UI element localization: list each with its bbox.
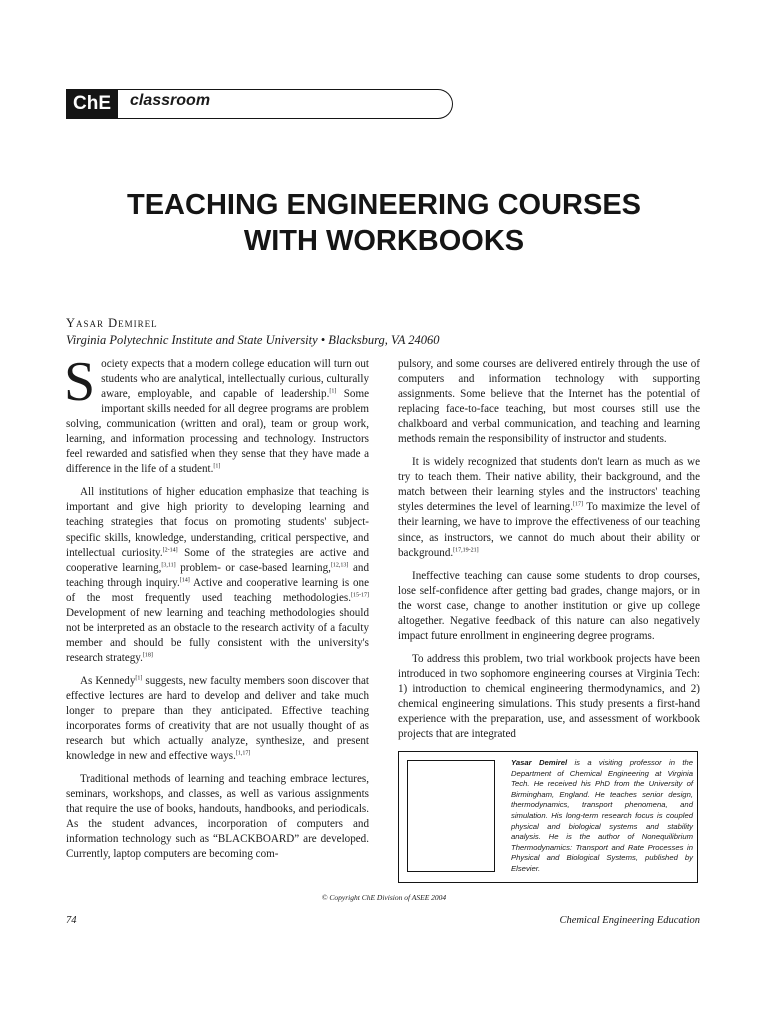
author-bio-box [398,751,698,883]
page-number: 74 [66,915,77,926]
right-column [398,357,700,750]
paragraph: pulsory, and some courses are delivered entirely through the use of computers and information technology with supporting assignments. Some believe that the Internet has the potential of replacing face-to-face teaching, but most courses still use the chalkboard and verbal communication, and teaching and learning methods remain the responsibility of instructor and students. [398,358,700,446]
che-badge: ChE [66,89,118,119]
bio-name: Yasar Demirel [511,758,568,767]
journal-name: Chemical Engineering Education [559,915,700,926]
bio-text: is a visiting professor in the Department of Chemical Engineering at Virginia Tech. He received his PhD from the University of Birmingham, England. He teaches senior design, thermodynamics, transport phenomena, and simulation. His long-term research focus is coupled physical and biological systems and stability analysis. He is the author of Nonequilibrium Thermodynamics: Transport and Rate Processes in Physical and Biological Systems, published by Elsevier. [511,758,694,873]
author-affiliation: Virginia Polytechnic Institute and State University • Blacksburg, VA 24060 [66,333,440,347]
title-line-2: WITH WORKBOOKS [243,225,525,257]
paragraph: Ineffective teaching can cause some students to drop courses, lose self-confidence after getting bad grades, change majors, or in the worst case, change to another institution or give up college altogether. Negative feedback of this nature can also negatively impact future enrollment in engineering degree programs. [398,569,700,642]
drop-cap: S [64,351,96,413]
article-title [60,187,708,259]
left-column [64,351,370,871]
paragraph: As Kennedy[1] suggests, new faculty members soon discover that effective lectures are hard to develop and deliver and take much longer to prepare than they anticipated. Effective teaching incorporates forms of creativity that are not usually thought of as research but which actually analyze, synthesize, and present knowledge in new and effective ways.[1,17] [66,674,369,763]
paragraph: To address this problem, two trial workbook projects have been introduced in two sophomore engineering courses at Virginia Tech: 1) introduction to chemical engineering thermodynamics, and 2) chemical engineering simulations. This study presents a first-hand experience with the preparation, use, and assessment of workbook projects that are integrated [398,652,700,741]
author-name: Yasar Demirel [66,316,158,330]
author-bio [511,758,693,875]
title-line-1: TEACHING ENGINEERING COURSES [127,189,641,221]
paragraph: All institutions of higher education emphasize that teaching is important and give high priority to developing learning and teaching strategies that focus on promoting students' subject-specific skills, knowledge, understanding, critical perspective, and intellectual curiosity.[2-14] Some of the strategies are active and cooperative learning,[3,11] problem- or case-based learning,[12,13] and teaching through inquiry.[14] Active and cooperative learning is one of the most frequently used teaching methodologies.[15-17] Development of new learning and teaching methodologies should not be interpreted as an obstacle to the research activity of a faculty member and should be fully consistent with the university's research strategy.[18] [66,486,370,664]
paragraph: Society expects that a modern college education will turn out students who are analytical, intellectually curious, culturally aware, employable, and capable of leadership.[1] Some important skills needed for all degree programs are problem solving, communication (written and oral), team or group work, learning, and information processing and technology. Instructors feel rewarded and satisfied when they sense that they have made a difference in the life of a student.[1] [64,351,369,476]
section-label: classroom [130,92,211,109]
copyright-notice: © Copyright ChE Division of ASEE 2004 [321,893,447,902]
paragraph: Traditional methods of learning and teaching embrace lectures, seminars, workshops, and classes, as well as various assignments that require the use of books, handouts, handbooks, and periodicals. As the student advances, incorporation of computers and information technology such as “BLACKBOARD” are developed. Currently, laptop computers are becoming com- [66,773,369,861]
author-photo-placeholder [407,760,495,872]
paragraph: It is widely recognized that students don't learn as much as we try to teach them. Their native ability, their background, and the match between their learning styles and the instructors' teaching styles determines the level of learning.[17] To maximize the level of their learning, we have to improve the effectiveness of our teaching since, as instructors, we cannot do much about their ability or background.[17,19-21] [398,456,700,559]
